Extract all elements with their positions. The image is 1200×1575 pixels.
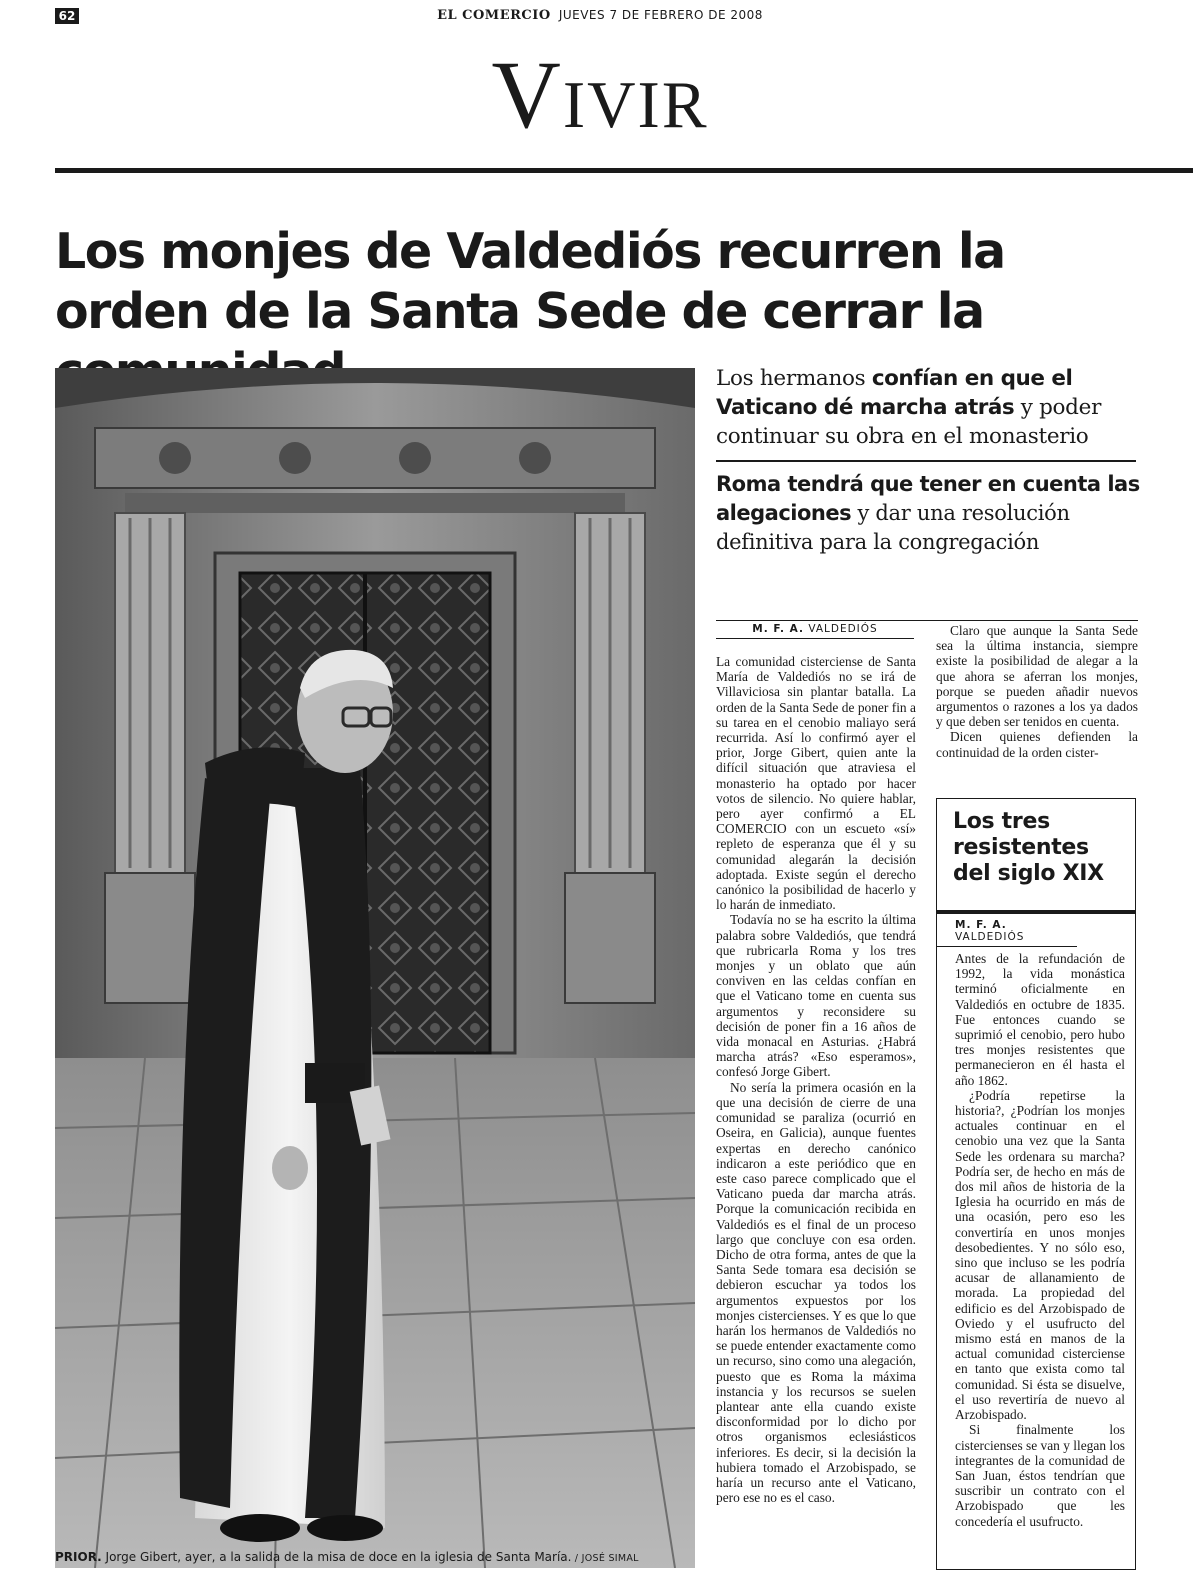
article-column-1 <box>716 654 916 1505</box>
masthead-rule <box>55 168 1193 173</box>
subhead-second-post: y dar una resolución definitiva para la congregación <box>716 501 1070 554</box>
subhead-first-bold: confían en que el Vaticano dé marcha atrás <box>716 366 1073 420</box>
section-title: Vivir <box>491 41 709 148</box>
subheads-bottom-rule <box>716 620 1138 621</box>
issue-date: JUEVES 7 DE FEBRERO DE 2008 <box>558 8 763 22</box>
headline: Los monjes de Valdediós recurren la orden de la Santa Sede de cerrar la <box>55 223 1005 340</box>
article-paragraph: Todavía no se ha escrito la última palabra sobre Valdediós, que tendrá que rubricarla Roma y los tres monjes y un oblato que aún conviven en las celdas confían en que el Vaticano tome en cuenta sus argumentos y reconsidere su decisión de poner fin a 16 años de vida monacal en Asturias. ¿Habrá marcha atrás? «Eso esperamos», confesó Jorge Gibert. <box>716 912 916 1080</box>
article-column-2 <box>936 623 1138 760</box>
subhead-second <box>716 470 1146 557</box>
subheads <box>716 364 1146 557</box>
subhead-second-bold: Roma tendrá que tener en cuenta las alegaciones <box>716 472 1140 525</box>
subhead-first-post: y poder continuar su obra en el monasterio <box>716 395 1102 449</box>
sidebar-byline-initials: M. F. A. <box>955 919 1007 931</box>
sidebar-title: Los tres resistentes del siglo XIX <box>953 809 1104 886</box>
subhead-divider <box>716 460 1136 462</box>
byline-initials: M. F. A. <box>752 623 804 635</box>
article-paragraph: Claro que aunque la Santa Sede sea la última instancia, siempre existe la posibilidad de alegar a la que ahora se aferran los monjes, porque se pueden añadir nuevos argumentos o razones a los ya dados y que deben ser tenidos en cuenta. <box>936 623 1138 730</box>
byline-place: VALDEDIÓS <box>808 623 878 635</box>
dateline <box>0 8 1200 23</box>
sidebar-text <box>955 951 1125 1529</box>
sidebar-byline-place: VALDEDIÓS <box>955 931 1025 943</box>
sidebar-box <box>936 798 1136 1570</box>
photo-caption <box>55 1549 705 1567</box>
subhead-first <box>716 364 1146 451</box>
sidebar-paragraph: ¿Podría repetirse la historia?, ¿Podrían los monjes actuales continuar en el cenobio una vez que la Santa Sede les ordenara su marcha? Podría ser, de hecho en más de dos mil años de historia de la Iglesia ha ocurrido en más de una ocasión, pero eso les convertiría en unos monjes desobedientes. Y no sólo eso, sino que incluso se les podría acusar de allanamiento de morada. La propiedad del edificio es del Arzobispado de Oviedo y el usufructo del mismo está en manos de la actual comunidad cisterciense en tanto que exista como tal comunidad. Si ésta se disuelve, el uso revertiría de nuevo al Arzobispado. <box>955 1087 1125 1423</box>
sidebar-byline <box>937 919 1077 947</box>
caption-lead: PRIOR. <box>55 1550 102 1564</box>
page-number: 62 <box>55 8 79 24</box>
article-paragraph: No sería la primera ocasión en la que una decisión de cierre de una comunidad se paraliza (ocurrió en Oseira, en Galicia), aunque fuentes expertas en derecho canónico indicaron a este periódico que en este caso parece complicado que el Vaticano pueda dar marcha atrás. Porque la comunicación recibida en Valdediós es el final de un proceso largo que concluye con esa orden. Dicho de otra forma, antes de que la Santa Sede tomara esa decisión se debieron escuchar ya todos los argumentos expuestos por los monjes cistercienses. Y es que lo que harán los hermanos de Valdediós no se puede entender exactamente como un recurso, sino como una alegación, puesto que es Roma la máxima instancia y los recursos se suelen plantear ante ella cuando existe disconformidad por lo dicho por otros organismos eclesiásticos inferiores. Es decir, si la decisión la hubiera tomado el Arzobispado, se haría un recurso ante el Vaticano, pero ese no es el caso. <box>716 1079 916 1506</box>
sidebar-paragraph: Si finalmente los cistercienses se van y llegan los integrantes de la comunidad de San Juan, éstos tendrían que suscribir un contrato con el Arzobispado que les concedería el usufructo. <box>955 1422 1125 1529</box>
sidebar-paragraph: Antes de la refundación de 1992, la vida monástica terminó oficialmente en Valdediós en octubre de 1835. Fue entonces cuando se suprimió el cenobio, pero hubo tres monjes resistentes que permanecieron en él hasta el año 1862. <box>955 951 1125 1088</box>
article-byline <box>716 623 914 639</box>
photo-credit: / JOSÉ SIMAL <box>571 1553 639 1564</box>
article-paragraph: Dicen quienes defienden la continuidad de la orden cister- <box>936 729 1138 760</box>
sidebar-title-rule <box>937 910 1135 914</box>
subhead-first-pre: Los hermanos <box>716 366 872 391</box>
caption-text: Jorge Gibert, ayer, a la salida de la misa de doce en la iglesia de Santa María. <box>101 1550 572 1564</box>
photo-illustration <box>55 368 695 1568</box>
newspaper-name: EL COMERCIO <box>437 8 551 23</box>
article-paragraph: La comunidad cisterciense de Santa María de Valdediós no se irá de Villaviciosa sin plantar batalla. La orden de la Santa Sede de poner fin a su tarea en el cenobio maliayo será recurrida. Así lo confirmó ayer el prior, Jorge Gibert, quien ante la difícil situación que atraviesa el monasterio ha optado por hacer votos de silencio. No quiere hablar, pero ayer confirmó a EL COMERCIO con un escueto «sí» repleto de esperanza que él y su comunidad alegarán la decisión adoptada. Existe según el derecho canónico la posibilidad de hacerlo y lo harán de inmediato. <box>716 654 916 913</box>
photo-monk-at-church-door <box>55 368 695 1568</box>
